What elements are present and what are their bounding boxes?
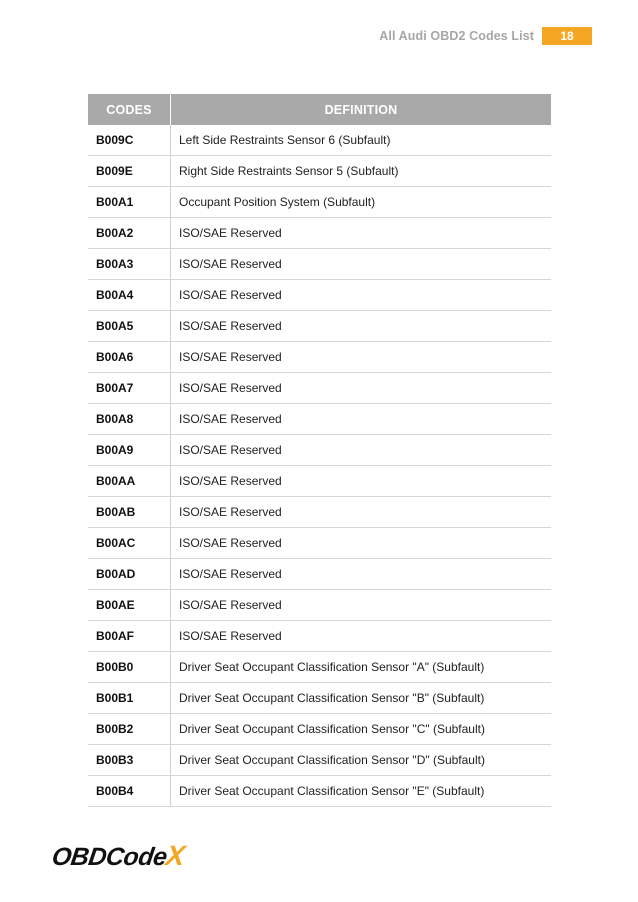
code-cell: B00A3 [88,249,171,280]
code-cell: B00AC [88,528,171,559]
codes-table [88,94,551,807]
definition-cell: Driver Seat Occupant Classification Sensor "E" (Subfault) [171,776,552,807]
page-header [379,27,592,45]
table-row [88,590,551,621]
code-cell: B00A4 [88,280,171,311]
code-cell: B00A2 [88,218,171,249]
code-cell: B00AE [88,590,171,621]
definition-cell: ISO/SAE Reserved [171,404,552,435]
definition-cell: ISO/SAE Reserved [171,559,552,590]
document-title: All Audi OBD2 Codes List [379,29,534,43]
code-cell: B00B4 [88,776,171,807]
code-cell: B00AD [88,559,171,590]
logo-wordmark: OBDCode [50,843,169,871]
table-row [88,218,551,249]
code-cell: B00AB [88,497,171,528]
definition-cell: Left Side Restraints Sensor 6 (Subfault) [171,125,552,156]
code-cell: B00A1 [88,187,171,218]
definition-cell: Right Side Restraints Sensor 5 (Subfault) [171,156,552,187]
table-header-row [88,94,551,125]
table-row [88,776,551,807]
definition-cell: ISO/SAE Reserved [171,466,552,497]
code-cell: B00AF [88,621,171,652]
definition-cell: ISO/SAE Reserved [171,249,552,280]
table-row [88,745,551,776]
table-row [88,497,551,528]
column-header-codes: CODES [88,94,171,125]
definition-cell: Driver Seat Occupant Classification Sensor "C" (Subfault) [171,714,552,745]
table-row [88,373,551,404]
code-cell: B00A8 [88,404,171,435]
code-cell: B00A6 [88,342,171,373]
table-row [88,249,551,280]
definition-cell: Driver Seat Occupant Classification Sensor "D" (Subfault) [171,745,552,776]
table-row [88,187,551,218]
definition-cell: ISO/SAE Reserved [171,218,552,249]
definition-cell: ISO/SAE Reserved [171,497,552,528]
table-row [88,652,551,683]
table-row [88,559,551,590]
table-body [88,125,551,807]
code-cell: B00A5 [88,311,171,342]
table-row [88,280,551,311]
table-row [88,528,551,559]
logo-accent-letter: X [163,840,187,871]
definition-cell: ISO/SAE Reserved [171,528,552,559]
code-cell: B00B0 [88,652,171,683]
code-cell: B00A7 [88,373,171,404]
code-cell: B00B2 [88,714,171,745]
definition-cell: Driver Seat Occupant Classification Sensor "B" (Subfault) [171,683,552,714]
definition-cell: ISO/SAE Reserved [171,342,552,373]
code-cell: B009C [88,125,171,156]
table-row [88,683,551,714]
table-row [88,435,551,466]
code-cell: B00B1 [88,683,171,714]
definition-cell: ISO/SAE Reserved [171,311,552,342]
page-number-badge: 18 [542,27,592,45]
table-row [88,156,551,187]
code-cell: B00AA [88,466,171,497]
definition-cell: ISO/SAE Reserved [171,590,552,621]
obdcodex-logo [50,840,187,872]
column-header-definition: DEFINITION [171,94,552,125]
code-cell: B00A9 [88,435,171,466]
table-row [88,466,551,497]
definition-cell: Driver Seat Occupant Classification Sensor "A" (Subfault) [171,652,552,683]
definition-cell: ISO/SAE Reserved [171,373,552,404]
table-row [88,404,551,435]
code-cell: B00B3 [88,745,171,776]
definition-cell: ISO/SAE Reserved [171,280,552,311]
table-row [88,125,551,156]
definition-cell: ISO/SAE Reserved [171,435,552,466]
code-cell: B009E [88,156,171,187]
definition-cell: Occupant Position System (Subfault) [171,187,552,218]
definition-cell: ISO/SAE Reserved [171,621,552,652]
table-row [88,621,551,652]
table-row [88,714,551,745]
table-row [88,342,551,373]
table-row [88,311,551,342]
